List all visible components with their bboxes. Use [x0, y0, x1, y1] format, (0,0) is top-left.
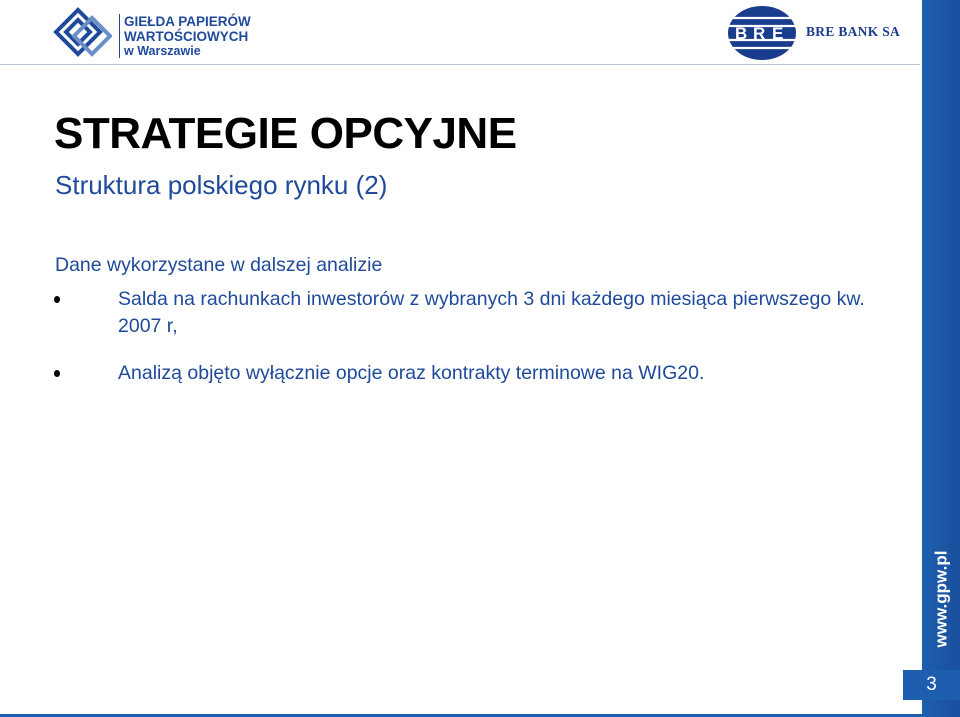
gpw-name — [124, 14, 251, 59]
svg-text:R: R — [753, 24, 766, 43]
gpw-logo-icon — [52, 6, 112, 58]
side-url-text: www.gpw.pl — [931, 550, 951, 648]
bullet-text: Analizą objęto wyłącznie opcje oraz kontrakty terminowe na WIG20. — [118, 362, 705, 384]
bullet-text: Salda na rachunkach inwestorów z wybranych 3 dni każdego miesiąca pierwszego kw. 2007 r, — [118, 288, 865, 337]
bullet-dot-icon — [54, 370, 60, 377]
bullet-dot-icon — [54, 296, 60, 303]
intro-text: Dane wykorzystane w dalszej analizie — [55, 254, 383, 276]
side-url — [922, 540, 960, 658]
slide-subtitle: Struktura polskiego rynku (2) — [55, 170, 388, 200]
gpw-name-line1: GIEŁDA PAPIERÓW — [124, 14, 251, 29]
svg-text:B: B — [735, 24, 748, 43]
bank-name: BRE BANK SA — [806, 24, 901, 39]
page-number: 3 — [903, 670, 960, 700]
gpw-name-line3: w Warszawie — [124, 44, 201, 58]
gpw-separator — [119, 14, 120, 58]
gpw-name-line2: WARTOŚCIOWYCH — [124, 29, 249, 44]
slide-title: STRATEGIE OPCYJNE — [54, 109, 517, 158]
header-divider — [0, 64, 920, 65]
svg-text:E: E — [772, 24, 784, 43]
bre-globe-icon — [726, 4, 798, 62]
